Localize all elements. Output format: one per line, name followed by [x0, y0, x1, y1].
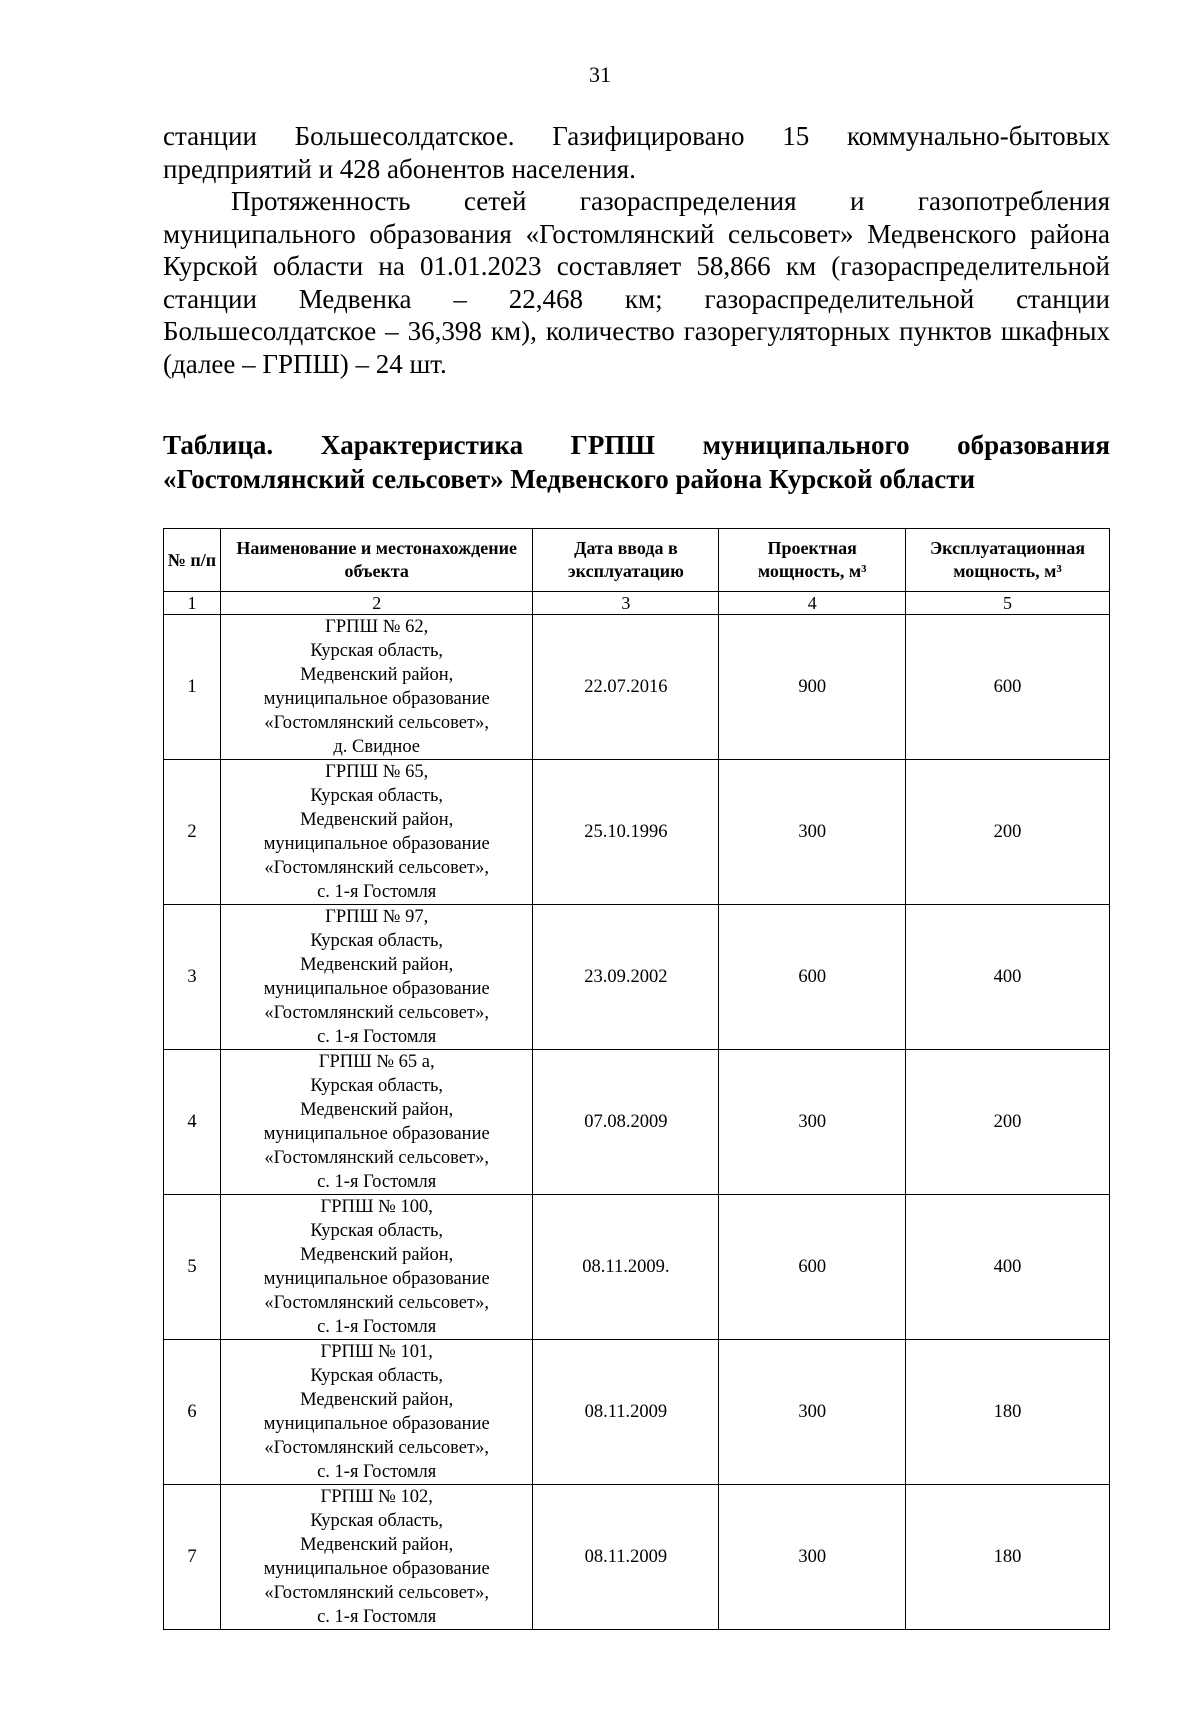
commissioning-date: 25.10.1996	[533, 760, 719, 905]
object-name-line: ГРПШ № 62,	[325, 617, 429, 637]
object-name	[220, 1485, 533, 1630]
row-number: 1	[164, 615, 221, 760]
object-name-line: «Гостомлянский сельсовет»,	[264, 858, 489, 878]
commissioning-date: 22.07.2016	[533, 615, 719, 760]
object-name-line: с. 1-я Гостомля	[317, 1317, 437, 1337]
column-number: 5	[906, 592, 1110, 615]
object-name-line: Курская область,	[310, 1221, 444, 1241]
table-row	[164, 1340, 1110, 1485]
paragraph: Протяженность сетей газораспределения и газопотребления муниципального образования «Гостомлянский сельсовет» Медвенского района Курской области на 01.01.2023 составляет 58,866 км (газораспределительной станции Медвенка – 22,468 км; газораспределительной станции Большесолдатское – 36,398 км), количество газорегуляторных пунктов шкафных (далее – ГРПШ) – 24 шт.	[163, 186, 1110, 379]
object-name-line: Медвенский район,	[300, 665, 454, 685]
header-design-capacity: Проектная мощность, м³	[719, 529, 906, 592]
table-row	[164, 1485, 1110, 1630]
object-name-line: Курская область,	[310, 1366, 444, 1386]
object-name-line: с. 1-я Гостомля	[317, 882, 437, 902]
design-capacity: 300	[719, 1050, 906, 1195]
operational-capacity: 600	[906, 615, 1110, 760]
object-name-line: Курская область,	[310, 1076, 444, 1096]
object-name-line: «Гостомлянский сельсовет»,	[264, 1293, 489, 1313]
design-capacity: 300	[719, 1340, 906, 1485]
operational-capacity: 180	[906, 1340, 1110, 1485]
object-name-line: муниципальное образование	[263, 1414, 490, 1434]
table-row	[164, 760, 1110, 905]
column-number: 4	[719, 592, 906, 615]
header-name: Наименование и местонахождение объекта	[220, 529, 533, 592]
table-row	[164, 1195, 1110, 1340]
commissioning-date: 08.11.2009.	[533, 1195, 719, 1340]
row-number: 2	[164, 760, 221, 905]
operational-capacity: 400	[906, 905, 1110, 1050]
commissioning-date: 23.09.2002	[533, 905, 719, 1050]
object-name-line: «Гостомлянский сельсовет»,	[264, 1148, 489, 1168]
row-number: 7	[164, 1485, 221, 1630]
object-name-line: муниципальное образование	[263, 689, 490, 709]
object-name-line: с. 1-я Гостомля	[317, 1462, 437, 1482]
table-row	[164, 615, 1110, 760]
object-name	[220, 1340, 533, 1485]
object-name-line: ГРПШ № 65 а,	[318, 1052, 435, 1072]
object-name-line: ГРПШ № 101,	[320, 1342, 433, 1362]
object-name-line: муниципальное образование	[263, 834, 490, 854]
object-name-line: Медвенский район,	[300, 1535, 454, 1555]
table-header-row	[164, 529, 1110, 592]
object-name-line: ГРПШ № 100,	[320, 1197, 433, 1217]
object-name-line: муниципальное образование	[263, 1559, 490, 1579]
object-name	[220, 1050, 533, 1195]
object-name-line: Медвенский район,	[300, 955, 454, 975]
object-name	[220, 905, 533, 1050]
object-name	[220, 760, 533, 905]
row-number: 4	[164, 1050, 221, 1195]
commissioning-date: 08.11.2009	[533, 1340, 719, 1485]
design-capacity: 600	[719, 905, 906, 1050]
column-number-row	[164, 592, 1110, 615]
operational-capacity: 200	[906, 1050, 1110, 1195]
table-row	[164, 1050, 1110, 1195]
column-number: 3	[533, 592, 719, 615]
grpsh-table	[163, 528, 1110, 1630]
object-name-line: Медвенский район,	[300, 810, 454, 830]
body-text	[163, 120, 1110, 380]
design-capacity: 900	[719, 615, 906, 760]
design-capacity: 300	[719, 760, 906, 905]
row-number: 6	[164, 1340, 221, 1485]
operational-capacity: 200	[906, 760, 1110, 905]
design-capacity: 600	[719, 1195, 906, 1340]
object-name-line: «Гостомлянский сельсовет»,	[264, 1583, 489, 1603]
column-number: 1	[164, 592, 221, 615]
header-operational-capacity: Эксплуатационная мощность, м³	[906, 529, 1110, 592]
object-name-line: с. 1-я Гостомля	[317, 1027, 437, 1047]
object-name-line: Курская область,	[310, 1511, 444, 1531]
object-name-line: ГРПШ № 65,	[325, 762, 429, 782]
design-capacity: 300	[719, 1485, 906, 1630]
object-name-line: Медвенский район,	[300, 1390, 454, 1410]
object-name-line: д. Свидное	[333, 737, 421, 757]
row-number: 5	[164, 1195, 221, 1340]
operational-capacity: 180	[906, 1485, 1110, 1630]
operational-capacity: 400	[906, 1195, 1110, 1340]
object-name-line: Медвенский район,	[300, 1245, 454, 1265]
commissioning-date: 07.08.2009	[533, 1050, 719, 1195]
object-name-line: с. 1-я Гостомля	[317, 1172, 437, 1192]
object-name-line: муниципальное образование	[263, 1124, 490, 1144]
table-row	[164, 905, 1110, 1050]
object-name-line: муниципальное образование	[263, 979, 490, 999]
object-name-line: ГРПШ № 97,	[325, 907, 429, 927]
commissioning-date: 08.11.2009	[533, 1485, 719, 1630]
object-name	[220, 1195, 533, 1340]
object-name-line: Курская область,	[310, 931, 444, 951]
header-date: Дата ввода в эксплуатацию	[533, 529, 719, 592]
header-num: № п/п	[164, 529, 221, 592]
object-name	[220, 615, 533, 760]
object-name-line: Медвенский район,	[300, 1100, 454, 1120]
object-name-line: «Гостомлянский сельсовет»,	[264, 1438, 489, 1458]
row-number: 3	[164, 905, 221, 1050]
object-name-line: Курская область,	[310, 641, 444, 661]
column-number: 2	[220, 592, 533, 615]
object-name-line: «Гостомлянский сельсовет»,	[264, 713, 489, 733]
paragraph: станции Большесолдатское. Газифицировано 15 коммунально-бытовых предприятий и 428 абонентов населения.	[163, 121, 1110, 184]
page-number: 31	[589, 62, 611, 87]
table-caption: Таблица. Характеристика ГРПШ муниципального образования «Гостомлянский сельсовет» Медвенского района Курской области	[163, 430, 1110, 494]
object-name-line: Курская область,	[310, 786, 444, 806]
object-name-line: ГРПШ № 102,	[320, 1487, 433, 1507]
object-name-line: с. 1-я Гостомля	[317, 1607, 437, 1627]
object-name-line: муниципальное образование	[263, 1269, 490, 1289]
object-name-line: «Гостомлянский сельсовет»,	[264, 1003, 489, 1023]
